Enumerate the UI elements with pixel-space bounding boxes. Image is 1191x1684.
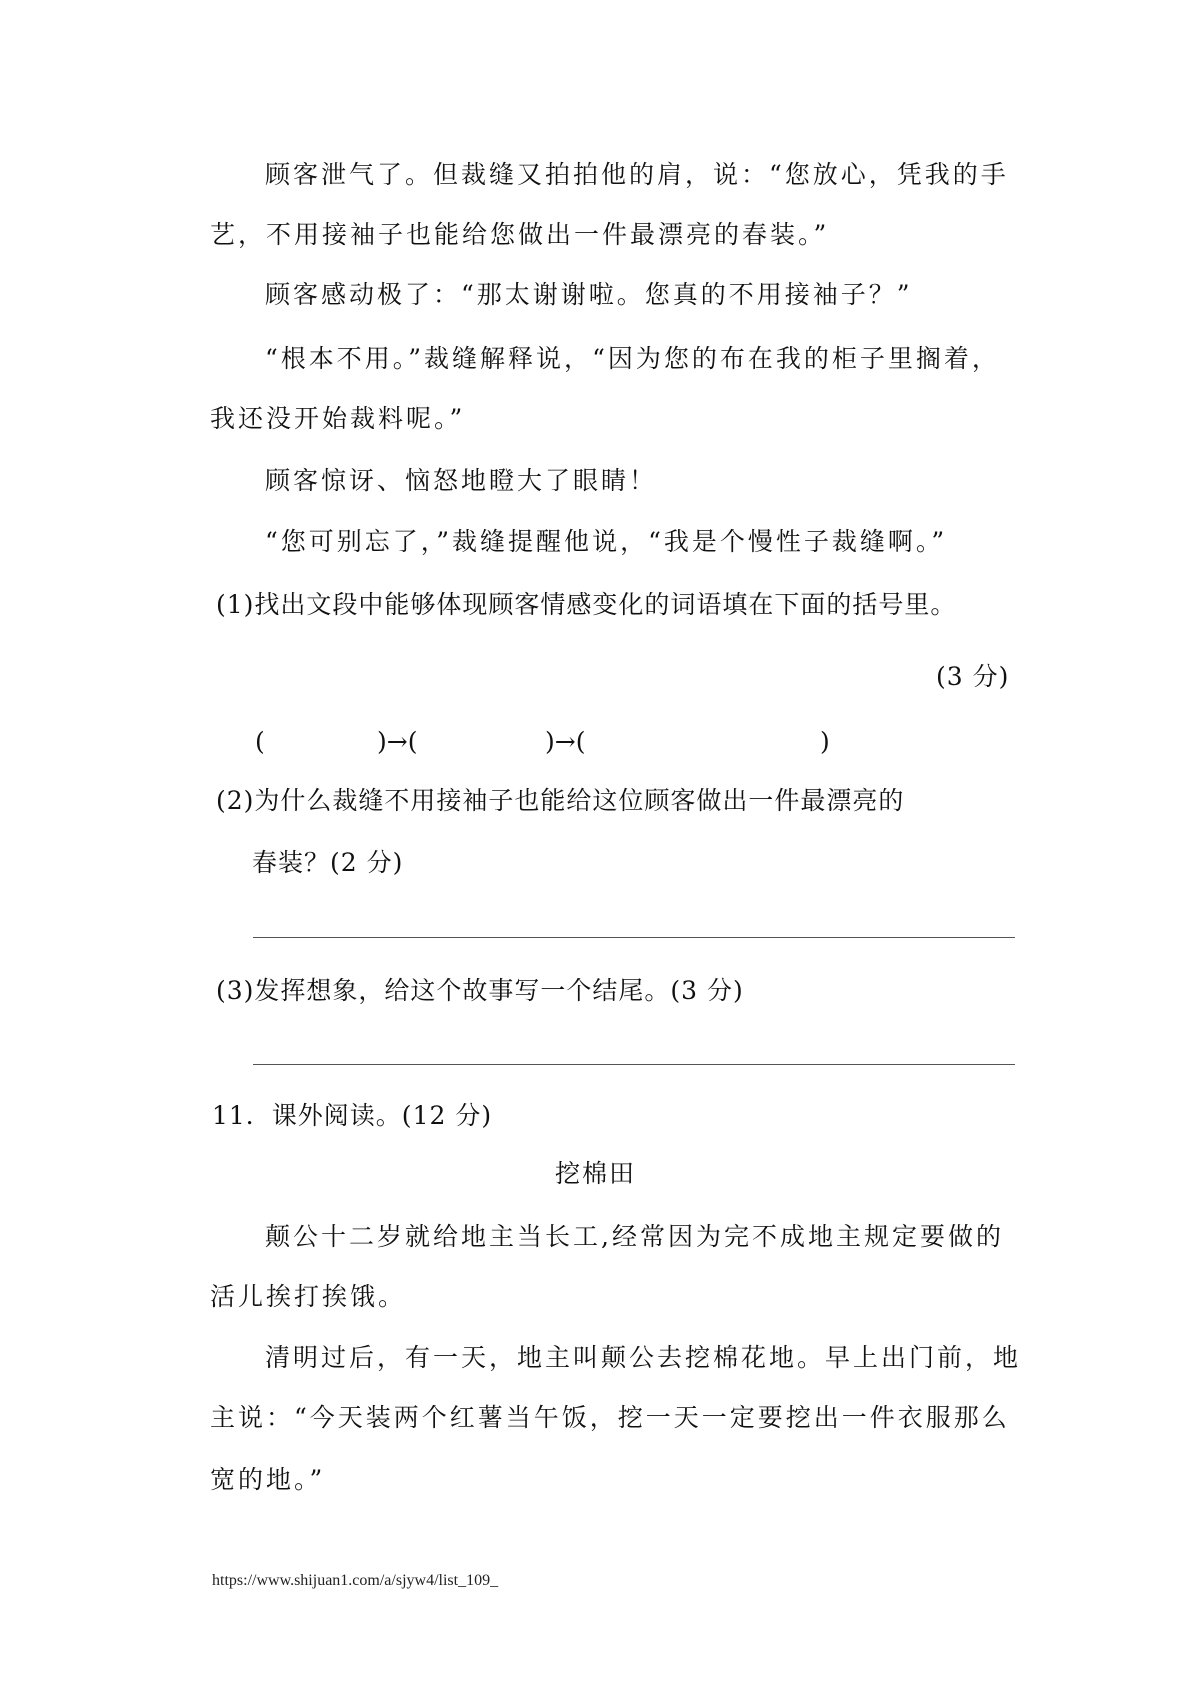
reading-paragraph-line: 清明过后，有一天，地主叫颠公去挖棉花地。早上出门前，地 [265, 1343, 1022, 1372]
passage-paragraph-line: 顾客感动极了：“那太谢谢啦。您真的不用接袖子？” [265, 280, 913, 309]
answer-blank-arrow: )→( [377, 727, 418, 756]
passage-paragraph-line: 顾客泄气了。但裁缝又拍拍他的肩，说：“您放心，凭我的手 [265, 160, 1009, 189]
answer-blank-open: ( [255, 727, 265, 756]
answer-blank-arrow: )→( [545, 727, 586, 756]
answer-line[interactable] [253, 937, 1015, 938]
answer-blank-close: ) [820, 727, 830, 756]
passage-paragraph-line: 顾客惊讶、恼怒地瞪大了眼睛！ [265, 466, 658, 495]
passage-paragraph-line: “根本不用。”裁缝解释说，“因为您的布在我的柜子里搁着， [265, 344, 1000, 373]
question-2-text: 春装？(2 分) [252, 848, 404, 877]
passage-paragraph-line: “您可别忘了，”裁缝提醒他说，“我是个慢性子裁缝啊。” [265, 527, 948, 556]
passage-paragraph-line: 我还没开始裁料呢。” [210, 404, 466, 433]
footer-url[interactable]: https://www.shijuan1.com/a/sjyw4/list_109_ [212, 1572, 499, 1589]
reading-paragraph-line: 宽的地。” [210, 1465, 326, 1494]
reading-paragraph-line: 颠公十二岁就给地主当长工,经常因为完不成地主规定要做的 [265, 1222, 1004, 1251]
passage-paragraph-line: 艺，不用接袖子也能给您做出一件最漂亮的春装。” [210, 220, 830, 249]
section-11-heading: 11．课外阅读。(12 分) [212, 1101, 493, 1130]
answer-line[interactable] [253, 1064, 1015, 1065]
reading-paragraph-line: 活儿挨打挨饿。 [210, 1282, 407, 1311]
reading-title: 挖棉田 [554, 1159, 636, 1188]
reading-paragraph-line: 主说：“今天装两个红薯当午饭，挖一天一定要挖出一件衣服那么 [210, 1403, 1010, 1432]
question-3-text: (3)发挥想象，给这个故事写一个结尾。(3 分) [216, 976, 744, 1005]
question-1-text: (1)找出文段中能够体现顾客情感变化的词语填在下面的括号里。 [216, 590, 957, 619]
question-2-text: (2)为什么裁缝不用接袖子也能给这位顾客做出一件最漂亮的 [216, 786, 905, 815]
question-1-score: (3 分) [936, 662, 1010, 691]
